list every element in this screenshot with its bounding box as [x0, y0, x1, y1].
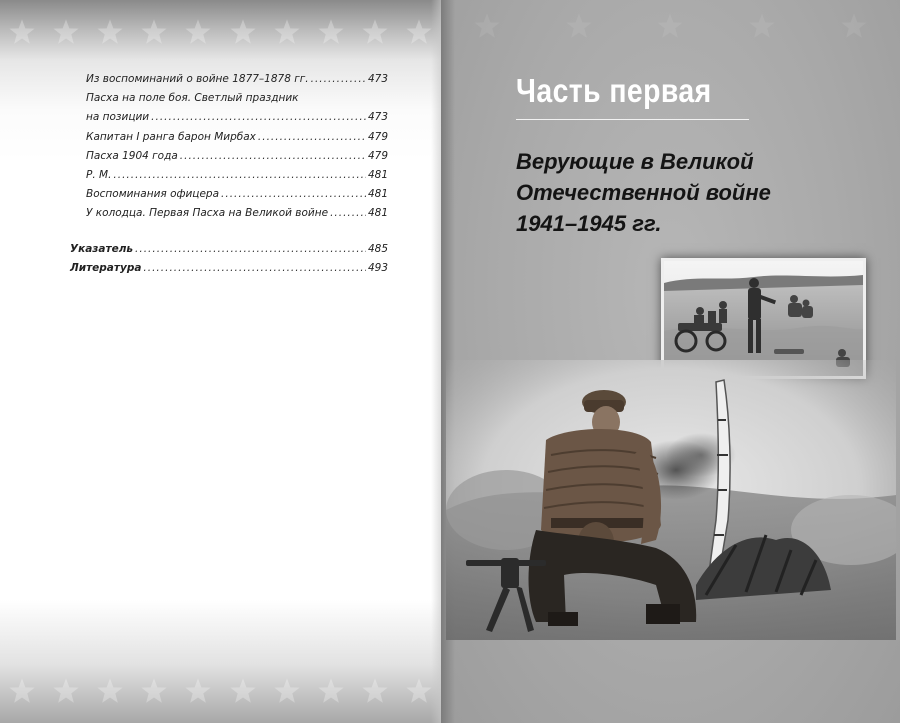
toc-entry-title: Капитан I ранга барон Мирбах	[86, 130, 256, 143]
toc-spacer	[70, 224, 388, 240]
toc-leader-dots	[311, 70, 366, 89]
toc-main-entry[interactable]	[70, 259, 388, 278]
star-icon	[405, 18, 433, 46]
star-icon	[8, 18, 36, 46]
toc-entry-title: Воспоминания офицера	[86, 188, 220, 201]
stars-border-top	[0, 18, 441, 46]
toc-leader-dots	[221, 185, 366, 204]
toc-entry[interactable]	[70, 147, 388, 166]
toc-leader-dots	[143, 259, 366, 278]
toc-entry-title: на позиции	[86, 111, 150, 124]
star-icon	[184, 18, 212, 46]
toc-entry-title: Пасха на поле боя. Светлый праздник	[86, 92, 299, 105]
stars-border-top-right	[441, 12, 900, 40]
star-icon	[229, 677, 257, 705]
toc-entry[interactable]	[70, 128, 388, 147]
star-icon	[140, 677, 168, 705]
toc-entry-page: 473	[367, 111, 388, 124]
star-icon	[96, 677, 124, 705]
star-icon	[184, 677, 212, 705]
star-icon	[565, 12, 593, 40]
toc-entry[interactable]	[70, 166, 388, 185]
star-icon	[840, 12, 868, 40]
star-icon	[361, 677, 389, 705]
toc-leader-dots	[258, 128, 366, 147]
toc-entry-title: У колодца. Первая Пасха на Великой войне	[86, 207, 329, 220]
toc-leader-dots	[180, 147, 366, 166]
toc-entry[interactable]	[70, 89, 388, 108]
toc-leader-dots	[113, 166, 366, 185]
right-page	[441, 0, 900, 723]
star-icon	[140, 18, 168, 46]
toc-entry-page: 493	[367, 261, 388, 274]
subtitle-line: 1941–1945 гг.	[516, 211, 662, 236]
toc-main-entry[interactable]	[70, 240, 388, 259]
toc-entry[interactable]	[70, 108, 388, 127]
toc-entry-page: 473	[367, 73, 388, 85]
toc-entry-title: Указатель	[70, 242, 134, 255]
star-icon	[317, 18, 345, 46]
toc-leader-dots	[151, 108, 366, 127]
star-icon	[229, 18, 257, 46]
star-icon	[361, 18, 389, 46]
star-icon	[473, 12, 501, 40]
toc-entry[interactable]	[70, 204, 388, 223]
star-icon	[52, 18, 80, 46]
part-title: Часть первая	[516, 72, 712, 109]
toc-leader-dots	[330, 204, 366, 223]
toc-entry[interactable]	[70, 70, 388, 89]
battlefield-scene-image	[446, 360, 896, 640]
main-photo-kneeling-soldier	[446, 360, 896, 640]
part-subtitle	[516, 146, 771, 239]
table-of-contents	[70, 70, 388, 278]
star-icon	[405, 677, 433, 705]
left-page	[0, 0, 441, 723]
toc-entry-title: Р. М.	[86, 168, 112, 181]
star-icon	[748, 12, 776, 40]
field-gun-scene-image	[664, 261, 863, 376]
toc-entry-title: Литература	[70, 261, 142, 274]
toc-entry-page: 481	[367, 188, 388, 201]
title-underline	[516, 119, 749, 120]
toc-entry[interactable]	[70, 185, 388, 204]
subtitle-line: Верующие в Великой	[516, 149, 754, 174]
star-icon	[52, 677, 80, 705]
toc-entry-page: 481	[367, 207, 388, 220]
star-icon	[656, 12, 684, 40]
star-icon	[8, 677, 36, 705]
star-icon	[273, 18, 301, 46]
toc-entry-page: 485	[367, 242, 388, 255]
toc-leader-dots	[135, 240, 366, 259]
star-icon	[96, 18, 124, 46]
toc-entry-page: 479	[367, 149, 388, 162]
toc-entry-title: Из воспоминаний о войне 1877–1878 гг.	[86, 73, 309, 85]
star-icon	[273, 677, 301, 705]
subtitle-line: Отечественной войне	[516, 180, 771, 205]
toc-entry-page: 481	[367, 168, 388, 181]
star-icon	[317, 677, 345, 705]
stars-border-bottom	[0, 677, 441, 705]
left-page-spine-shadow	[431, 0, 441, 723]
toc-entry-title: Пасха 1904 года	[86, 149, 178, 162]
toc-entry-page: 479	[367, 130, 388, 143]
